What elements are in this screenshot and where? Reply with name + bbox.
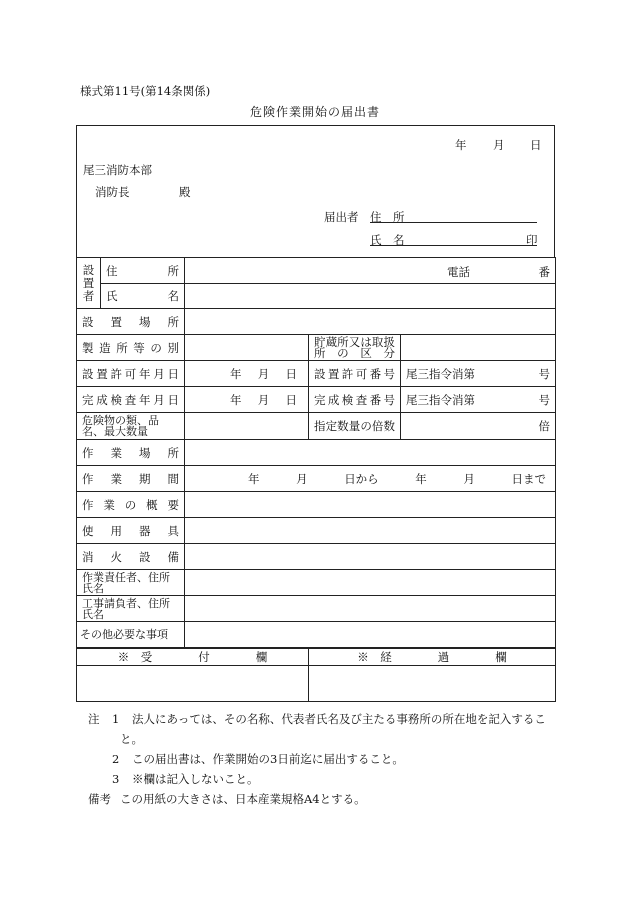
permit-order-prefix: 尾三指令消第 <box>406 366 475 381</box>
installer-address-row <box>77 258 556 284</box>
inspection-date-label: 完成検査年月日 <box>77 387 185 413</box>
notes-label: 注 <box>88 712 100 726</box>
note-3-number: 3 <box>112 772 120 786</box>
period-start-year: 年 <box>248 471 260 486</box>
work-place-row <box>77 440 556 466</box>
inspection-row <box>77 387 556 413</box>
address-underline <box>370 222 537 223</box>
work-period-row <box>77 466 556 492</box>
location-label: 設置場所 <box>77 309 185 335</box>
installer-address-label: 住 所 <box>101 258 185 284</box>
permit-number-label: 設置許可番号 <box>309 361 401 387</box>
facility-type-cell[interactable] <box>185 335 309 361</box>
inspection-order-prefix: 尾三指令消第 <box>406 392 475 407</box>
applicant-address-label: 住 所 <box>370 210 405 224</box>
office-header-row <box>77 648 556 666</box>
applicant-name-label: 氏 名 <box>370 233 405 247</box>
work-summary-label: 作業の概要 <box>77 492 185 518</box>
permit-number-cell[interactable] <box>401 361 556 387</box>
contractor-label: 工事請負者、住所氏名 <box>77 596 185 622</box>
permit-number-suffix: 号 <box>538 366 551 381</box>
location-cell[interactable] <box>185 309 556 335</box>
work-place-label: 作業場所 <box>77 440 185 466</box>
work-period-cell[interactable] <box>185 466 556 492</box>
permit-year: 年 <box>230 366 242 381</box>
permit-row <box>77 361 556 387</box>
fire-equipment-row <box>77 544 556 570</box>
period-from: 日から <box>344 471 379 486</box>
work-summary-cell[interactable] <box>185 492 556 518</box>
installer-name-row <box>77 284 556 309</box>
addressee-org: 尾三消防本部 <box>83 163 152 177</box>
form-title: 危険作業開始の届出書 <box>249 105 380 119</box>
note-2-number: 2 <box>112 752 120 766</box>
work-summary-row <box>77 492 556 518</box>
designated-multiple-label: 指定数量の倍数 <box>309 413 401 440</box>
equipment-label: 使用器具 <box>77 518 185 544</box>
phone-suffix: 番 <box>538 264 551 279</box>
note-1-text: 法人にあっては、その名称、代表者氏名及び主たる事務所の所在地を記入するこ <box>132 712 546 726</box>
remark-text: この用紙の大きさは、日本産業規格A4とする。 <box>120 792 366 806</box>
work-period-label: 作業期間 <box>77 466 185 492</box>
other-label: その他必要な事項 <box>77 622 185 648</box>
work-manager-row <box>77 570 556 596</box>
remark-label: 備考 <box>88 792 111 806</box>
hazmat-label: 危険物の類、品名、最大数量 <box>77 413 185 440</box>
facility-type-label: 製造所等の別 <box>77 335 185 361</box>
name-underline <box>370 245 537 246</box>
permit-date-cell[interactable] <box>185 361 309 387</box>
location-row <box>77 309 556 335</box>
multiple-unit: 倍 <box>538 419 551 433</box>
work-place-cell[interactable] <box>185 440 556 466</box>
fire-equipment-label: 消火設備 <box>77 544 185 570</box>
work-manager-cell[interactable] <box>185 570 556 596</box>
work-form-table <box>76 257 556 702</box>
inspection-number-suffix: 号 <box>538 392 551 407</box>
office-body-row <box>77 666 556 702</box>
storage-type-label: 貯蔵所又は取扱所の区分 <box>309 335 401 361</box>
installer-address-cell[interactable] <box>185 258 556 284</box>
date-day: 日 <box>530 138 542 152</box>
installer-name-label: 氏 名 <box>101 284 185 309</box>
contractor-cell[interactable] <box>185 596 556 622</box>
inspection-date-cell[interactable] <box>185 387 309 413</box>
other-cell[interactable] <box>185 622 556 648</box>
inspection-number-cell[interactable] <box>401 387 556 413</box>
contractor-row <box>77 596 556 622</box>
phone-label: 電話 <box>447 264 470 279</box>
progress-header: ※ 経 過 欄 <box>309 648 556 666</box>
applicant-box <box>76 125 555 258</box>
equipment-cell[interactable] <box>185 518 556 544</box>
facility-row <box>77 335 556 361</box>
note-3-text: ※欄は記入しないこと。 <box>132 772 259 786</box>
period-to: 日まで <box>511 471 546 486</box>
hazmat-cell[interactable] <box>185 413 309 440</box>
work-manager-label: 作業責任者、住所氏名 <box>77 570 185 596</box>
fire-equipment-cell[interactable] <box>185 544 556 570</box>
reception-cell <box>77 666 309 702</box>
inspection-day: 日 <box>285 392 297 407</box>
progress-cell <box>309 666 556 702</box>
inspection-year: 年 <box>230 392 242 407</box>
period-end-month: 月 <box>463 471 475 486</box>
other-row <box>77 622 556 648</box>
applicant-label: 届出者 <box>324 210 359 224</box>
form-number: 様式第11号(第14条関係) <box>80 84 211 98</box>
permit-month: 月 <box>257 366 270 381</box>
permit-day: 日 <box>285 366 297 381</box>
installer-name-cell[interactable] <box>185 284 556 309</box>
installer-label: 設置者 <box>77 258 101 309</box>
hazmat-row <box>77 413 556 440</box>
date-month: 月 <box>493 138 505 152</box>
inspection-month: 月 <box>257 392 270 407</box>
note-2-text: この届出書は、作業開始の3日前迄に届出すること。 <box>132 752 404 766</box>
addressee-title: 消防長 <box>95 185 130 199</box>
period-start-month: 月 <box>296 471 308 486</box>
note-1-continuation: と。 <box>120 732 143 746</box>
storage-type-cell[interactable] <box>401 335 556 361</box>
period-end-year: 年 <box>415 471 427 486</box>
permit-date-label: 設置許可年月日 <box>77 361 185 387</box>
inspection-number-label: 完成検査番号 <box>309 387 401 413</box>
note-1-number: 1 <box>112 712 120 726</box>
seal-mark: 印 <box>526 233 538 247</box>
designated-multiple-cell[interactable] <box>401 413 556 440</box>
honorific: 殿 <box>179 185 191 199</box>
equipment-row <box>77 518 556 544</box>
date-year: 年 <box>455 138 467 152</box>
reception-header: ※ 受 付 欄 <box>77 648 309 666</box>
